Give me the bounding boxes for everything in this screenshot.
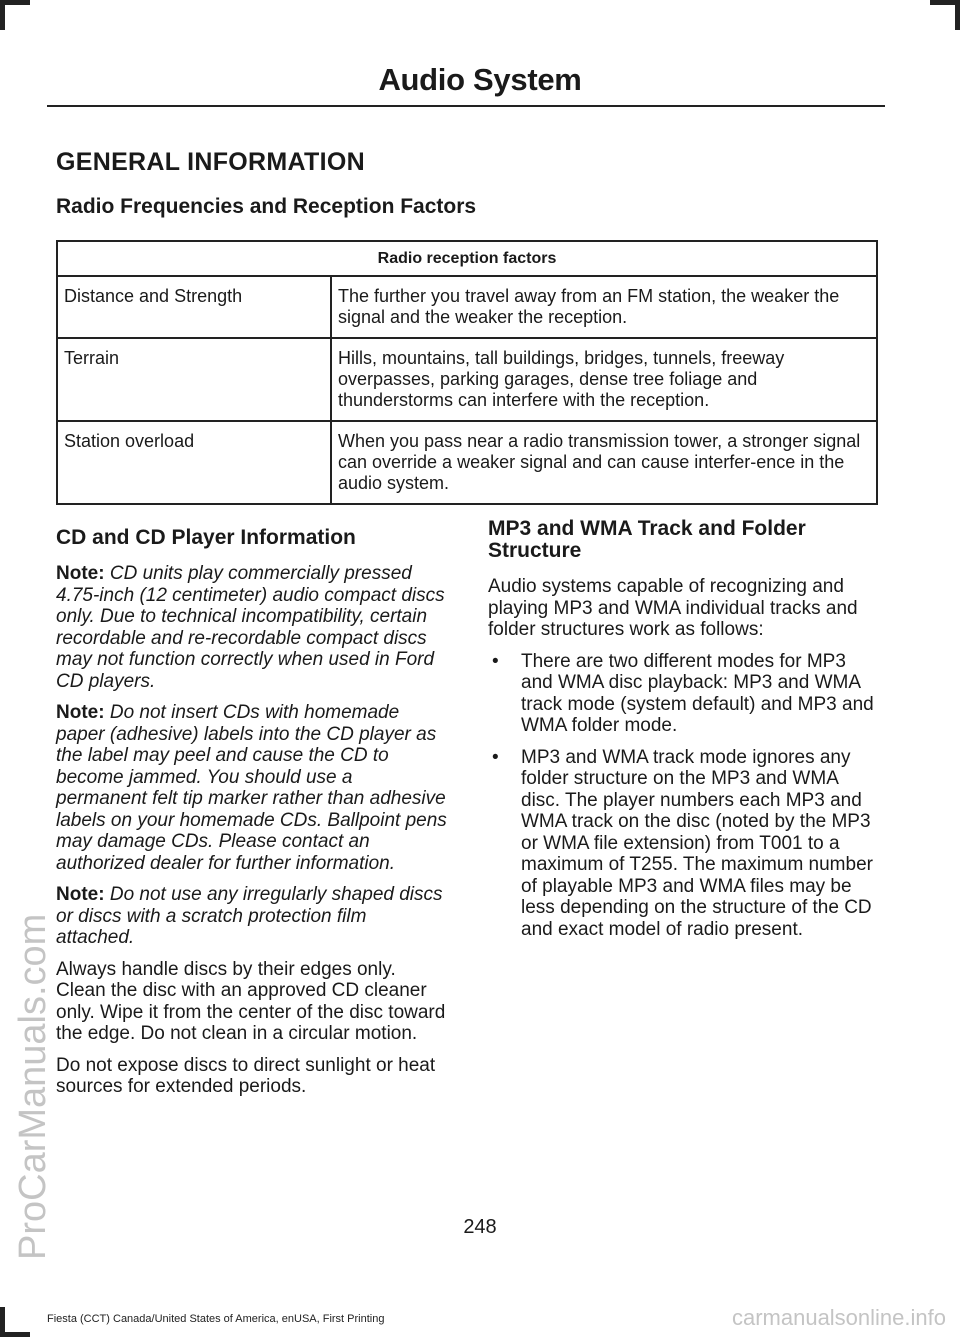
mp3-section-title: MP3 and WMA Track and Folder Structure [488, 517, 806, 562]
table-row [57, 421, 877, 504]
radio-reception-table [56, 240, 878, 505]
mp3-section [488, 518, 880, 950]
paragraph: Audio systems capable of recognizing and playing MP3 and WMA individual tracks and folder structures work as follows: [488, 576, 858, 640]
table-header-row [57, 241, 877, 276]
table-row [57, 338, 877, 421]
description-cell: Hills, mountains, tall buildings, bridges, tunnels, freeway overpasses, parking garages, dense tree foliage and thunderstorms can interfere with the reception. [331, 338, 877, 421]
bullet-list [488, 651, 880, 941]
note [56, 702, 448, 874]
paragraph: Always handle discs by their edges only. Clean the disc with an approved CD cleaner only. Wipe it from the center of the disc toward the edge. Do not clean in a circular motion. [56, 958, 446, 1044]
note-text: Do not insert CDs with homemade paper (adhesive) labels into the CD player as the label may peel and cause the CD to become jammed. You should use a permanent felt tip marker rather than adhesive labels on your homemade CDs. Ballpoint pens may damage CDs. Please contact an authorized dealer for further information. [56, 702, 447, 874]
factor-cell: Station overload [57, 421, 331, 504]
note [56, 884, 448, 949]
note-label: Note: [56, 563, 105, 584]
note-label: Note: [56, 884, 105, 905]
watermark: ProCarManuals.com [12, 913, 54, 1260]
radio-section-title: Radio Frequencies and Reception Factors [56, 195, 477, 218]
factor-cell: Distance and Strength [57, 276, 331, 338]
cd-section [56, 527, 448, 1108]
list-item-text: MP3 and WMA track mode ignores any folder structure on the MP3 and WMA disc. The player numbers each MP3 and WMA track on the disc (noted by the MP3 or WMA file extension) from T001 to a maximum of T255. The maximum number of playable MP3 and WMA files may be less depending on the structure of the CD and exact model of radio present. [521, 746, 873, 940]
description-cell: When you pass near a radio transmission tower, a stronger signal can override a weaker signal and can cause interfer-ence in the audio system. [331, 421, 877, 504]
list-item [488, 651, 880, 737]
section-title: GENERAL INFORMATION [56, 148, 365, 176]
crop-mark [0, 0, 30, 5]
factor-cell: Terrain [57, 338, 331, 421]
header-divider [47, 105, 885, 107]
table-row [57, 276, 877, 338]
crop-mark [930, 0, 960, 5]
list-item-text: There are two different modes for MP3 and WMA disc playback: MP3 and WMA track mode (system default) and MP3 and WMA folder mode. [521, 650, 874, 736]
bullet-icon: • [492, 746, 499, 768]
footer-text: Fiesta (CCT) Canada/United States of America, enUSA, First Printing [47, 1313, 385, 1325]
page-header-title: Audio System [378, 62, 582, 97]
watermark: carmanualsonline.info [731, 1305, 946, 1330]
note-text: Do not use any irregularly shaped discs or discs with a scratch protection film attached. [56, 884, 443, 948]
table-caption: Radio reception factors [57, 241, 877, 276]
description-cell: The further you travel away from an FM station, the weaker the signal and the weaker the reception. [331, 276, 877, 338]
list-item [488, 747, 880, 941]
note-text: CD units play commercially pressed 4.75-inch (12 centimeter) audio compact discs only. Due to technical incompatibility, certain recordable and re-recordable compact discs may not function correctly when used in Ford CD players. [56, 563, 445, 692]
bullet-icon: • [492, 650, 499, 672]
note [56, 563, 448, 692]
page-number: 248 [463, 1216, 497, 1238]
crop-mark [0, 1332, 30, 1337]
cd-section-title: CD and CD Player Information [56, 526, 356, 549]
note-label: Note: [56, 702, 105, 723]
paragraph: Do not expose discs to direct sunlight or heat sources for extended periods. [56, 1054, 436, 1097]
